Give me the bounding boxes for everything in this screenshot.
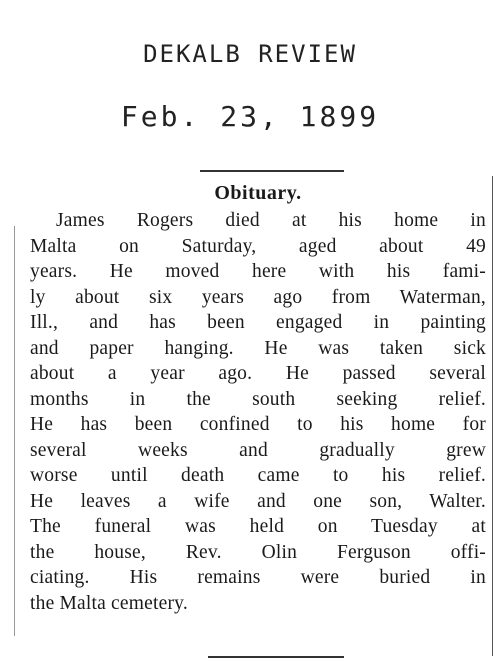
- newspaper-name: DEKALB REVIEW: [143, 40, 357, 68]
- headline-top-rule: [200, 170, 344, 172]
- article-line: the Malta cemetery.: [30, 592, 188, 614]
- article-line: the house, Rev. Olin Ferguson offi-: [30, 541, 486, 563]
- article-body: [30, 208, 486, 616]
- obituary-clipping: [30, 178, 486, 616]
- article-line: ciating. His remains were buried in: [30, 567, 486, 588]
- article-line: He has been confined to his home for: [30, 414, 486, 435]
- article-line: James Rogers died at his home in: [56, 210, 486, 231]
- article-line: He leaves a wife and one son, Walter.: [30, 490, 486, 512]
- article-end-rule: [208, 656, 344, 658]
- article-line: months in the south seeking relief.: [30, 388, 486, 410]
- article-line: The funeral was held on Tuesday at: [30, 516, 486, 537]
- column-left-edge: [14, 226, 15, 636]
- article-line: several weeks and gradually grew: [30, 439, 486, 461]
- article-line: Malta on Saturday, aged about 49: [30, 235, 486, 257]
- column-right-edge: [492, 176, 493, 656]
- article-line: about a year ago. He passed several: [30, 363, 486, 384]
- article-line: worse until death came to his relief.: [30, 465, 486, 486]
- publication-date: Feb. 23, 1899: [120, 100, 380, 133]
- article-line: ly about six years ago from Waterman,: [30, 286, 486, 308]
- article-line: years. He moved here with his fami-: [30, 261, 486, 282]
- article-line: Ill., and has been engaged in painting: [30, 312, 486, 333]
- article-line: and paper hanging. He was taken sick: [30, 337, 486, 359]
- article-headline: Obituary.: [214, 182, 302, 204]
